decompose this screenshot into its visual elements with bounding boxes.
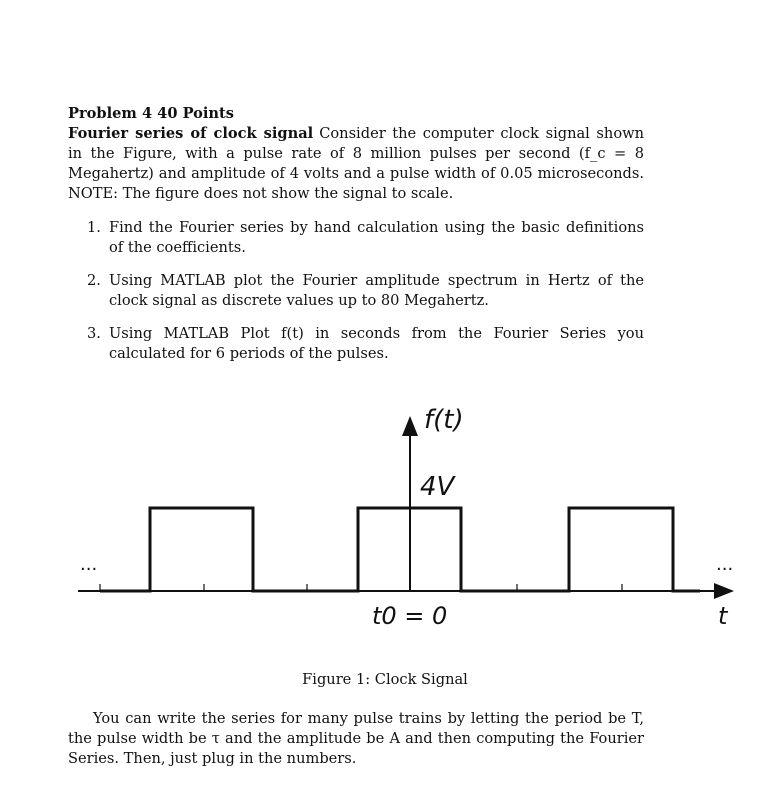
task-text: Using MATLAB Plot f(t) in seconds from the Fourier Series you calculated for 6 periods of the pulses.	[109, 325, 644, 362]
task-item	[68, 324, 644, 364]
clock-signal-diagram	[0, 390, 770, 670]
right-ellipsis: ...	[716, 554, 734, 575]
task-item	[68, 218, 644, 258]
closing-paragraph: You can write the series for many pulse trains by letting the period be T, the pulse width be τ and the amplitude be A and then computing the Fourier Series. Then, just plug in the numbers.	[68, 710, 644, 767]
origin-label: t0 = 0	[372, 602, 448, 630]
left-ellipsis: ...	[80, 554, 98, 575]
x-axis-label: t	[718, 602, 728, 630]
problem-intro-text: Consider the computer clock signal shown in the Figure, with a pulse rate of 8 million pulses per second (f_c = 8 Megahertz) and amplitude of 4 volts and a pulse width of 0.05 microseconds. NOTE: The figure does not show the signal to scale.	[68, 125, 644, 202]
task-number: 1.	[87, 219, 101, 236]
figure-caption: Figure 1: Clock Signal	[302, 671, 468, 688]
task-text: Using MATLAB plot the Fourier amplitude spectrum in Hertz of the clock signal as discrete values up to 80 Megahertz.	[109, 272, 644, 309]
task-text: Find the Fourier series by hand calculation using the basic definitions of the coefficients.	[109, 219, 644, 256]
pulse-train	[100, 508, 700, 591]
problem-text	[68, 104, 644, 377]
task-list	[68, 218, 644, 364]
clock-signal-figure	[0, 390, 770, 700]
problem-intro	[68, 124, 644, 204]
problem-heading: Problem 4 40 Points	[68, 105, 235, 122]
task-item	[68, 271, 644, 311]
amplitude-label: 4V	[420, 472, 455, 502]
task-number: 2.	[87, 272, 101, 289]
problem-subheading: Fourier series of clock signal	[68, 125, 314, 142]
y-axis-label: f(t)	[424, 405, 464, 435]
task-number: 3.	[87, 325, 101, 342]
